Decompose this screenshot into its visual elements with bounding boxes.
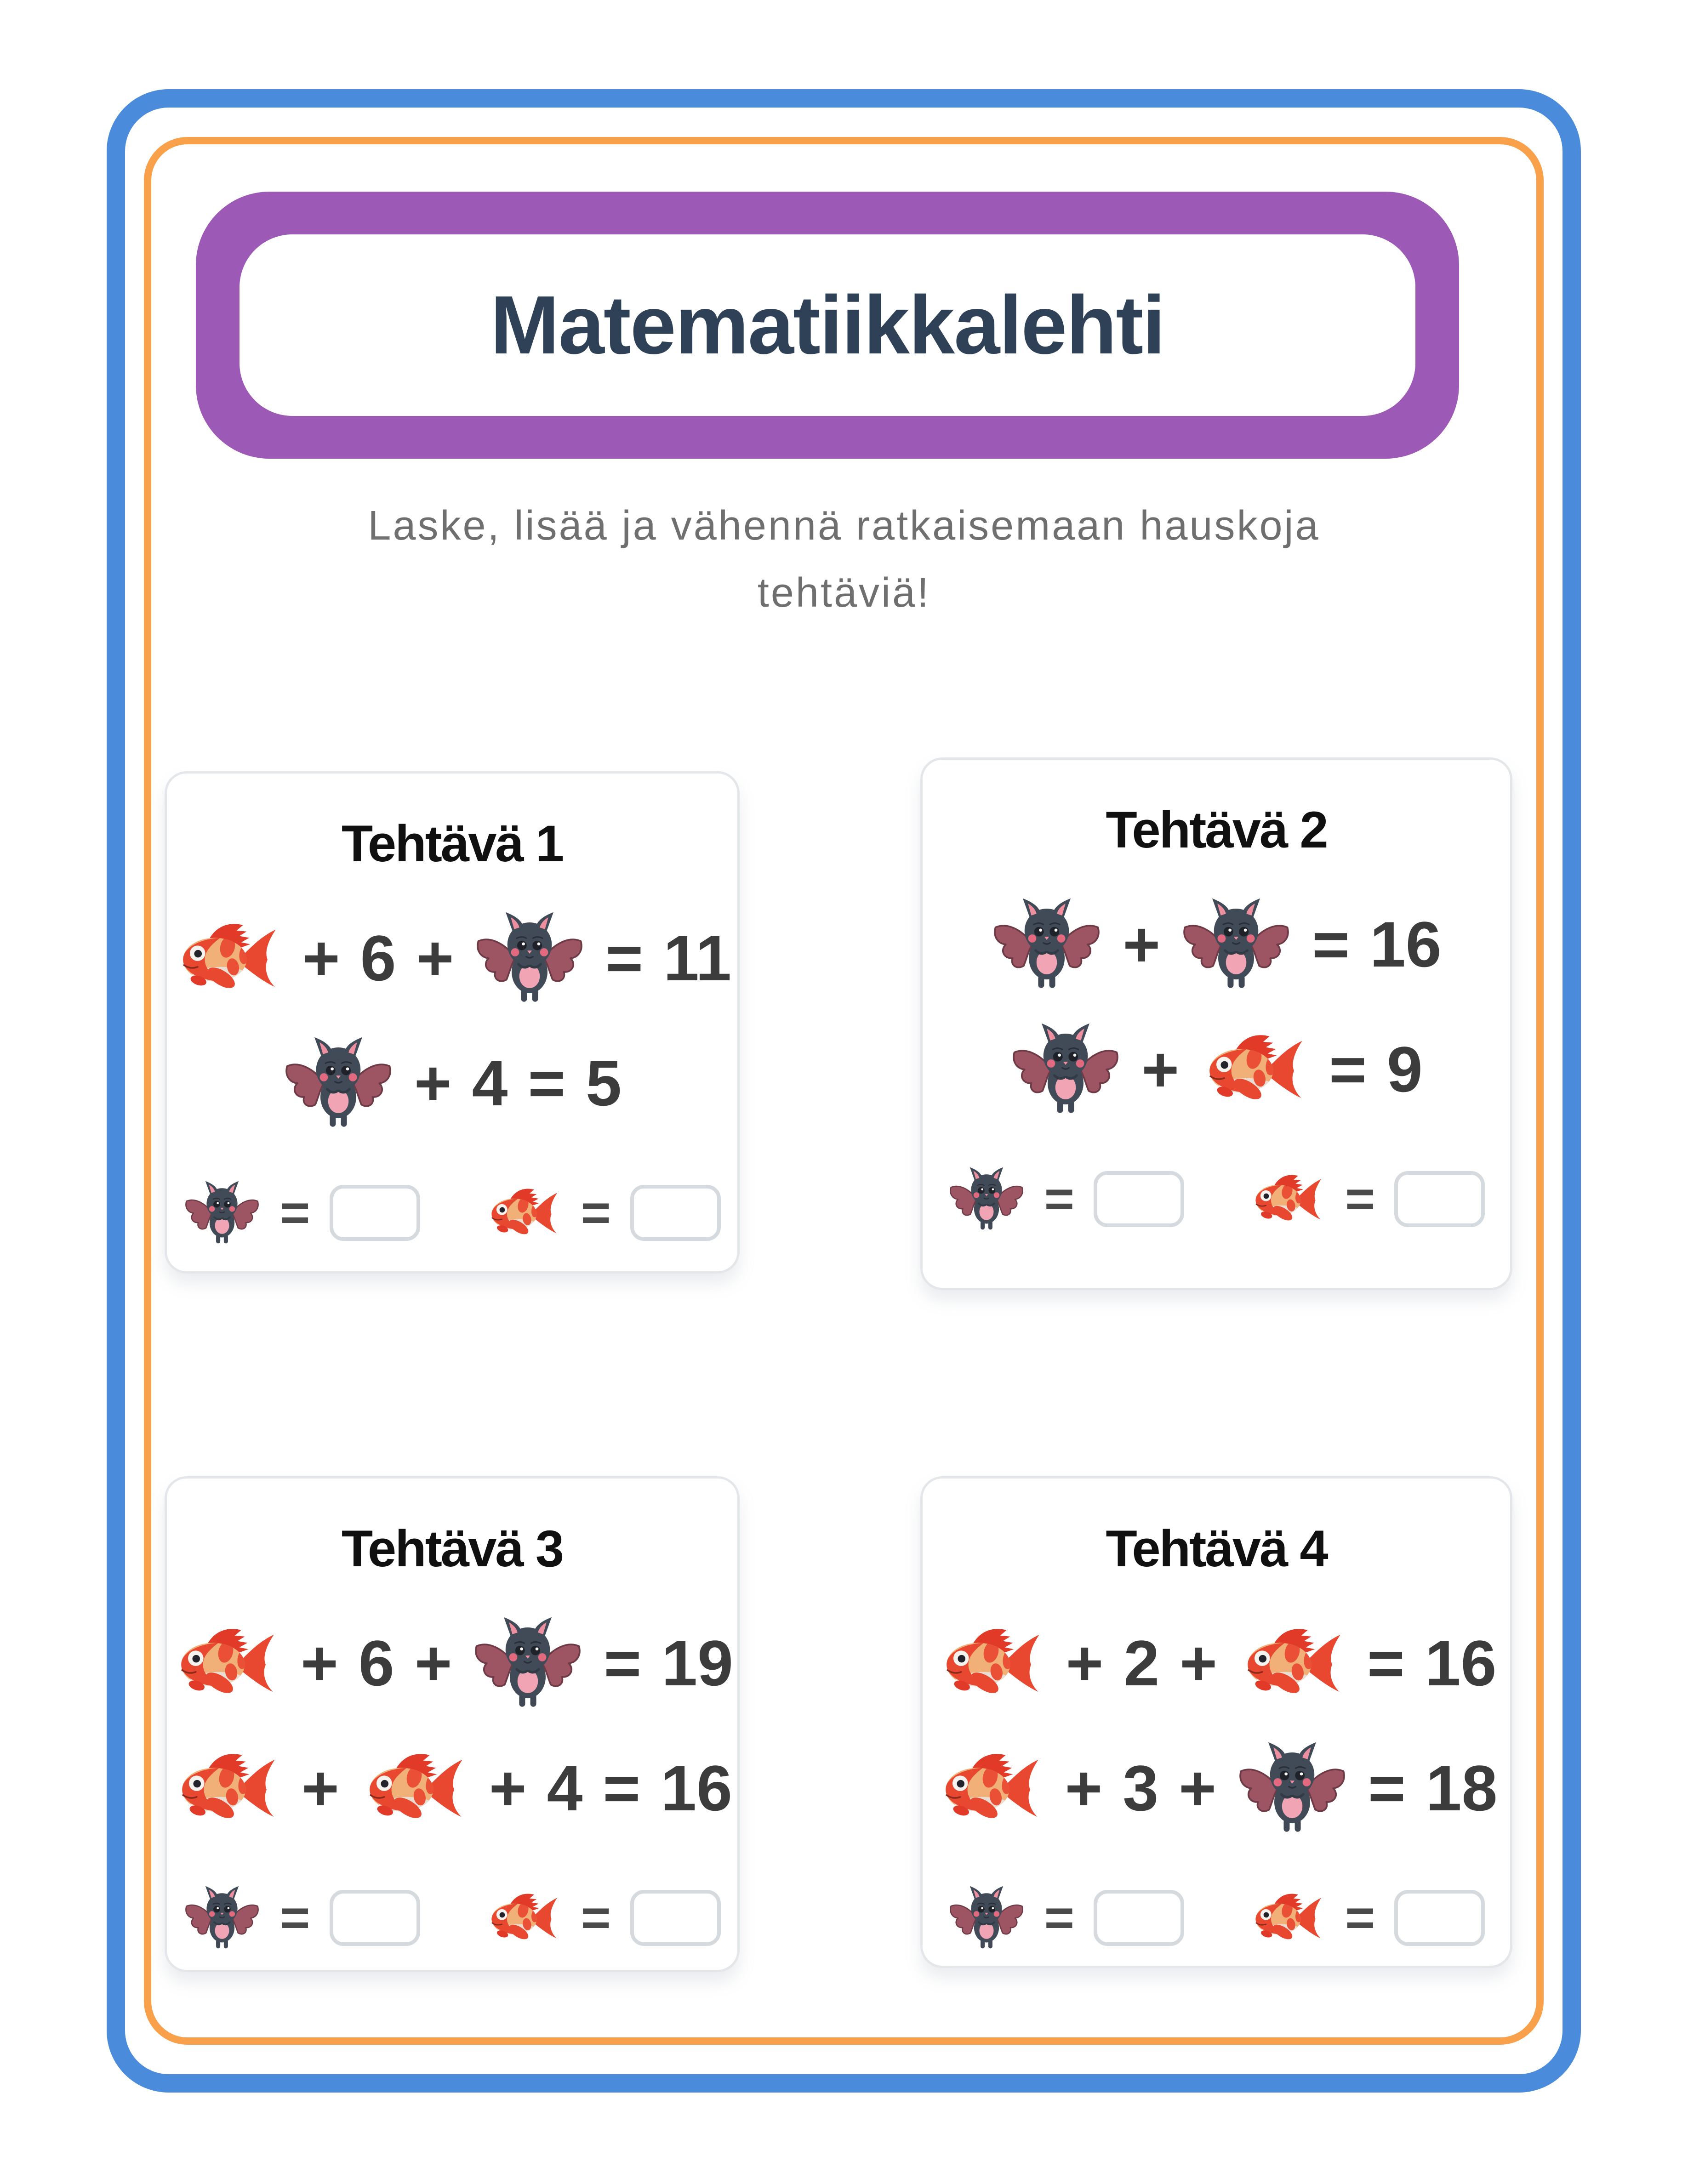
fish-icon <box>1237 1625 1347 1702</box>
equals-sign: = <box>581 1889 611 1946</box>
equals-sign: = <box>1367 1627 1405 1699</box>
plus-sign: + <box>302 1752 339 1824</box>
equation-row <box>167 901 737 1016</box>
answer-group-bat <box>183 1180 420 1246</box>
card-title: Tehtävä 2 <box>1106 801 1327 859</box>
equation-row <box>167 1731 737 1846</box>
equals-sign: = <box>1329 1033 1367 1105</box>
equals-sign: = <box>280 1184 310 1241</box>
equals-sign: = <box>1345 1170 1375 1228</box>
subtitle-line-1: Laske, lisää ja vähennä ratkaisemaan hauskoja <box>368 503 1320 549</box>
equation-row <box>923 1606 1510 1721</box>
title-box <box>240 234 1415 416</box>
bat-icon <box>1237 1740 1348 1836</box>
task-card-4 <box>920 1476 1512 1968</box>
number: 16 <box>1369 908 1442 980</box>
equation-row <box>167 1606 737 1721</box>
plus-sign: + <box>1141 1033 1180 1105</box>
fish-icon <box>935 1750 1045 1827</box>
equals-sign: = <box>1312 908 1350 980</box>
fish-icon <box>359 1750 469 1827</box>
fish-icon <box>171 1625 280 1702</box>
card-title: Tehtävä 1 <box>341 815 563 872</box>
equation-row <box>923 1731 1510 1846</box>
equals-sign: = <box>528 1047 566 1119</box>
answer-box-bat[interactable] <box>1094 1171 1184 1227</box>
card-title: Tehtävä 4 <box>1106 1520 1327 1577</box>
equation-rows <box>167 1606 737 1846</box>
plus-sign: + <box>414 1047 452 1119</box>
fish-icon <box>485 1891 562 1945</box>
fish-icon <box>172 1750 281 1827</box>
plus-sign: + <box>1180 1627 1217 1699</box>
subtitle-line-2: tehtäviä! <box>757 569 931 616</box>
answer-box-fish[interactable] <box>630 1185 721 1241</box>
answer-box-fish[interactable] <box>1394 1171 1485 1227</box>
equals-sign: = <box>581 1184 611 1241</box>
plus-sign: + <box>416 922 454 994</box>
task-card-2 <box>920 757 1512 1290</box>
answer-box-bat[interactable] <box>330 1185 420 1241</box>
answer-box-fish[interactable] <box>630 1890 721 1946</box>
equals-sign: = <box>1368 1752 1406 1824</box>
answer-box-bat[interactable] <box>330 1890 420 1946</box>
answer-box-fish[interactable] <box>1394 1890 1485 1946</box>
bat-icon <box>991 897 1102 992</box>
plus-sign: + <box>489 1752 527 1824</box>
fish-icon <box>1199 1031 1309 1108</box>
plus-sign: + <box>301 1627 338 1699</box>
equation-rows <box>167 901 737 1141</box>
fish-icon <box>1249 1172 1326 1227</box>
equals-sign: = <box>605 922 644 994</box>
card-title: Tehtävä 3 <box>341 1520 563 1577</box>
answer-group-fish <box>1249 1171 1485 1227</box>
answer-group-bat <box>948 1885 1184 1951</box>
equals-sign: = <box>1044 1170 1074 1228</box>
plus-sign: + <box>414 1627 452 1699</box>
bat-icon <box>472 1615 583 1711</box>
number: 2 <box>1123 1627 1160 1699</box>
plus-sign: + <box>1123 908 1161 980</box>
page-title: Matematiikkalehti <box>490 279 1165 371</box>
answer-row <box>167 1169 737 1257</box>
equals-sign: = <box>603 1752 641 1824</box>
number: 18 <box>1426 1752 1498 1824</box>
bat-icon <box>948 1166 1025 1233</box>
fish-icon <box>1249 1891 1326 1945</box>
number: 3 <box>1123 1752 1159 1824</box>
number: 11 <box>663 922 732 994</box>
equals-sign: = <box>1044 1889 1074 1946</box>
equation-rows <box>923 1606 1510 1846</box>
number: 5 <box>586 1047 622 1119</box>
equals-sign: = <box>1345 1889 1375 1946</box>
answer-row <box>923 1155 1510 1243</box>
answer-group-fish <box>485 1890 721 1946</box>
number: 16 <box>1425 1627 1497 1699</box>
bat-icon <box>1010 1022 1121 1117</box>
bat-icon <box>474 910 585 1006</box>
answer-group-fish <box>485 1185 721 1241</box>
equation-rows <box>923 887 1510 1127</box>
number: 16 <box>661 1752 732 1824</box>
equals-sign: = <box>280 1889 310 1946</box>
task-card-1 <box>165 771 740 1274</box>
bat-icon <box>183 1885 261 1951</box>
fish-icon <box>485 1186 562 1240</box>
bat-icon <box>183 1180 261 1246</box>
title-banner <box>196 192 1459 459</box>
equation-row <box>923 1012 1510 1127</box>
bat-icon <box>1180 897 1292 992</box>
answer-group-bat <box>948 1166 1184 1233</box>
answer-row <box>923 1874 1510 1962</box>
bat-icon <box>283 1035 394 1131</box>
number: 6 <box>358 1627 394 1699</box>
answer-row <box>167 1874 737 1962</box>
task-card-3 <box>165 1476 740 1972</box>
answer-group-fish <box>1249 1890 1485 1946</box>
plus-sign: + <box>1065 1752 1103 1824</box>
number: 4 <box>472 1047 508 1119</box>
number: 9 <box>1386 1033 1423 1105</box>
number: 6 <box>360 922 396 994</box>
equals-sign: = <box>604 1627 642 1699</box>
answer-group-bat <box>183 1885 420 1951</box>
plus-sign: + <box>1066 1627 1104 1699</box>
bat-icon <box>948 1885 1025 1951</box>
plus-sign: + <box>302 922 340 994</box>
number: 4 <box>547 1752 583 1824</box>
subtitle <box>0 493 1688 627</box>
fish-icon <box>173 920 282 997</box>
number: 19 <box>662 1627 733 1699</box>
plus-sign: + <box>1179 1752 1216 1824</box>
answer-box-bat[interactable] <box>1094 1890 1184 1946</box>
fish-icon <box>936 1625 1046 1702</box>
equation-row <box>923 887 1510 1002</box>
equation-row <box>167 1026 737 1141</box>
